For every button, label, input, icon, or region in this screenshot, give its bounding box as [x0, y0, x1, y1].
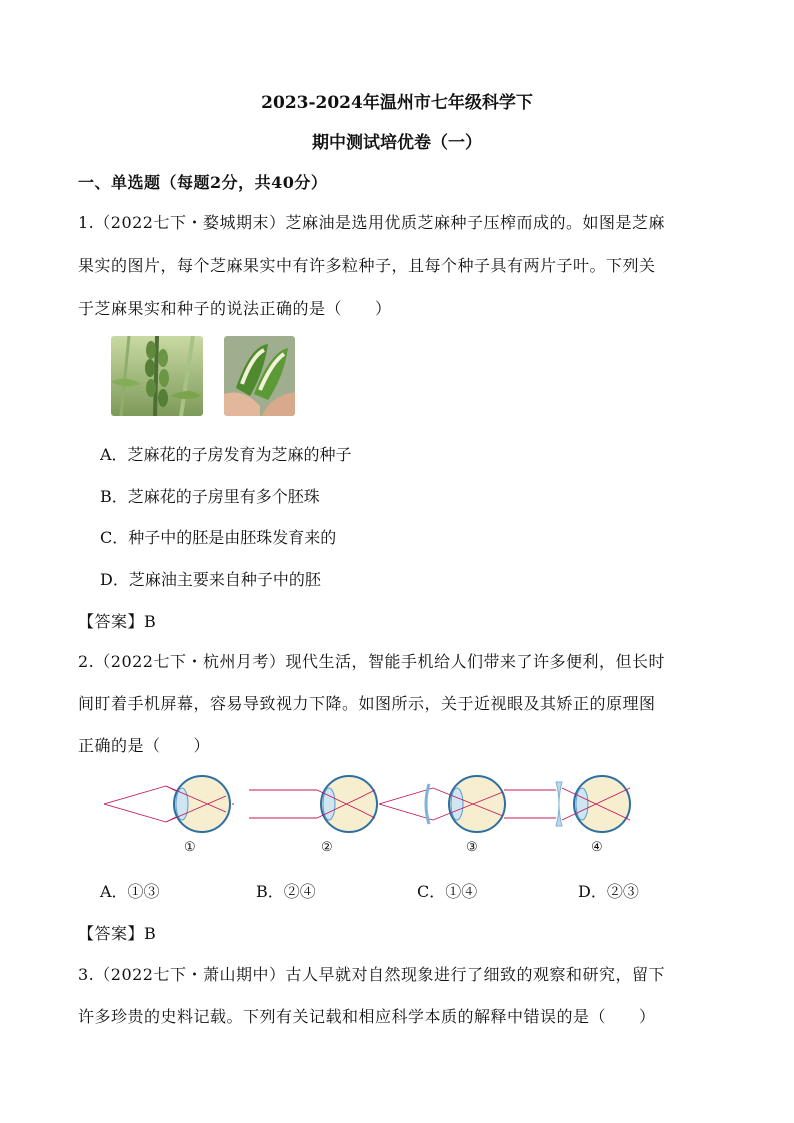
doc-title-line2: 期中测试培优卷（一）: [312, 133, 482, 153]
q1-answer: 【答案】B: [78, 612, 157, 631]
section-heading: 一、单选题（每题2分，共40分）: [78, 173, 328, 192]
q1-stem-line2: 果实的图片，每个芝麻果实中有许多粒种子，且每个种子具有两片子叶。下列关: [78, 256, 656, 275]
eye-diagram-1: [104, 776, 234, 832]
q1-option-c: C．种子中的胚是由胚珠发育来的: [100, 528, 337, 547]
q2-option-b: B．②④: [256, 882, 316, 901]
doc-title-line1: 2023-2024年温州市七年级科学下: [261, 93, 533, 113]
eye-label-4: ④: [591, 840, 603, 855]
q1-option-b: B．芝麻花的子房里有多个胚珠: [100, 487, 320, 506]
q1-stem-line3: 于芝麻果实和种子的说法正确的是（ ）: [78, 299, 392, 318]
q1-stem-line1: 1.（2022七下・婺城期末）芝麻油是选用优质芝麻种子压榨而成的。如图是芝麻: [78, 213, 665, 232]
q2-stem-line2: 间盯着手机屏幕，容易导致视力下降。如图所示，关于近视眼及其矫正的原理图: [78, 694, 656, 713]
q2-option-c: C．①④: [417, 882, 478, 901]
q1-option-d: D．芝麻油主要来自种子中的胚: [100, 570, 321, 589]
sesame-pod-photo: [224, 336, 295, 416]
q2-stem-line3: 正确的是（ ）: [78, 736, 211, 755]
q2-answer: 【答案】B: [78, 924, 157, 943]
eye-diagram-figure: [104, 770, 644, 860]
q3-stem-line2: 许多珍贵的史料记载。下列有关记载和相应科学本质的解释中错误的是（ ）: [78, 1007, 656, 1026]
sesame-plant-photo: [111, 336, 203, 416]
eye-label-2: ②: [321, 840, 333, 855]
eye-label-3: ③: [466, 840, 478, 855]
eye-diagram-2: [249, 776, 377, 832]
q2-option-a: A．①③: [100, 882, 160, 901]
q1-option-a: A．芝麻花的子房发育为芝麻的种子: [100, 445, 352, 464]
eye-label-1: ①: [184, 840, 196, 855]
eye-diagram-4: [504, 776, 630, 832]
q3-stem-line1: 3.（2022七下・萧山期中）古人早就对自然现象进行了细致的观察和研究，留下: [78, 965, 665, 984]
q2-option-d: D．②③: [578, 882, 639, 901]
q2-stem-line1: 2.（2022七下・杭州月考）现代生活，智能手机给人们带来了许多便利，但长时: [78, 652, 665, 671]
eye-diagram-3: [379, 776, 505, 832]
